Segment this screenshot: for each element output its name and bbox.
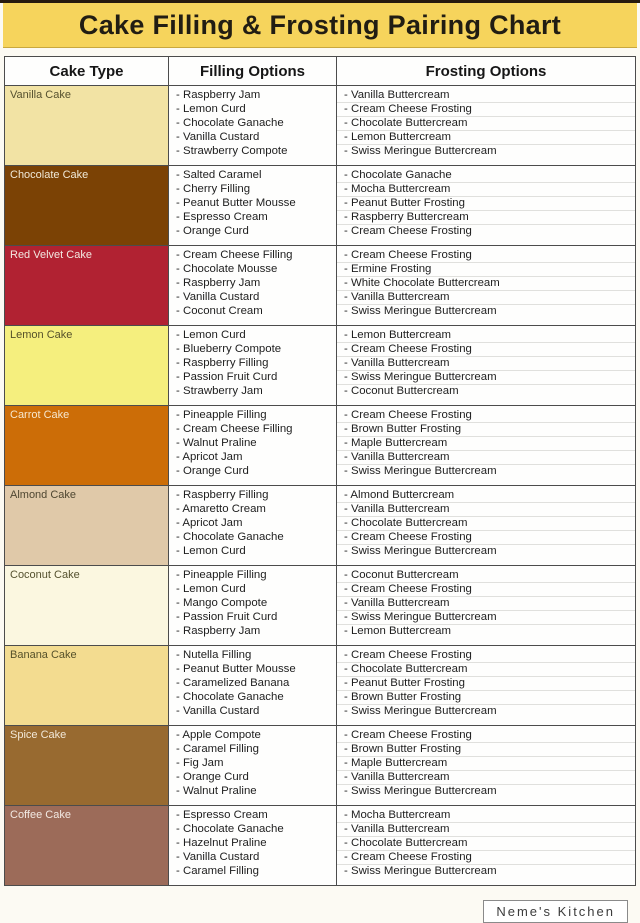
frosting-options-cell (337, 646, 636, 726)
pairing-item: - Lemon Curd (169, 544, 336, 558)
table-row (5, 166, 636, 246)
filling-options-cell (169, 166, 337, 246)
pairing-item: - Lemon Buttercream (337, 130, 635, 144)
pairing-item: - Vanilla Custard (169, 850, 336, 864)
filling-options-cell (169, 406, 337, 486)
pairing-item: - Salted Caramel (169, 168, 336, 182)
column-header-filling-options: Filling Options (169, 57, 337, 86)
filling-options-cell (169, 646, 337, 726)
filling-options-cell (169, 246, 337, 326)
cake-type-cell (5, 166, 169, 246)
pairing-item: - Espresso Cream (169, 210, 336, 224)
cake-type-label: Chocolate Cake (10, 169, 89, 181)
cake-type-cell (5, 646, 169, 726)
pairing-item: - Caramel Filling (169, 742, 336, 756)
pairing-item: - Cream Cheese Frosting (337, 530, 635, 544)
pairing-item: - Orange Curd (169, 770, 336, 784)
pairing-item: - Lemon Curd (169, 328, 336, 342)
pairing-item: - Orange Curd (169, 224, 336, 238)
pairing-item: - Chocolate Ganache (169, 530, 336, 544)
table-row (5, 646, 636, 726)
pairing-item: - Vanilla Buttercream (337, 822, 635, 836)
pairing-item: - Pineapple Filling (169, 568, 336, 582)
pairing-item: - Swiss Meringue Buttercream (337, 704, 635, 718)
cake-type-cell (5, 246, 169, 326)
pairing-item: - Brown Butter Frosting (337, 690, 635, 704)
frosting-options-cell (337, 86, 636, 166)
pairing-item: - Mocha Buttercream (337, 808, 635, 822)
pairing-item: - Orange Curd (169, 464, 336, 478)
pairing-item: - Strawberry Jam (169, 384, 336, 398)
pairing-item: - Apricot Jam (169, 516, 336, 530)
column-header-frosting-options: Frosting Options (337, 57, 636, 86)
pairing-item: - Brown Butter Frosting (337, 742, 635, 756)
cake-type-label: Vanilla Cake (10, 89, 71, 101)
pairing-item: - Vanilla Buttercream (337, 596, 635, 610)
header-row (5, 57, 636, 86)
pairing-item: - Cream Cheese Frosting (337, 408, 635, 422)
pairing-item: - Cream Cheese Frosting (337, 648, 635, 662)
pairing-item: - Chocolate Ganache (169, 116, 336, 130)
frosting-options-cell (337, 486, 636, 566)
pairing-item: - Walnut Praline (169, 436, 336, 450)
pairing-item: - Cream Cheese Frosting (337, 248, 635, 262)
cake-type-cell (5, 726, 169, 806)
pairing-item: - Swiss Meringue Buttercream (337, 370, 635, 384)
frosting-options-cell (337, 246, 636, 326)
cake-type-cell (5, 486, 169, 566)
pairing-item: - Chocolate Buttercream (337, 516, 635, 530)
cake-type-cell (5, 86, 169, 166)
pairing-item: - Coconut Buttercream (337, 568, 635, 582)
pairing-item: - Ermine Frosting (337, 262, 635, 276)
filling-options-cell (169, 86, 337, 166)
pairing-item: - Raspberry Jam (169, 276, 336, 290)
cake-type-cell (5, 326, 169, 406)
pairing-item: - Lemon Buttercream (337, 328, 635, 342)
column-header-cake-type: Cake Type (5, 57, 169, 86)
pairing-item: - Vanilla Buttercream (337, 356, 635, 370)
pairing-item: - Swiss Meringue Buttercream (337, 464, 635, 478)
pairing-item: - Raspberry Jam (169, 624, 336, 638)
frosting-options-cell (337, 806, 636, 886)
cake-type-label: Banana Cake (10, 649, 77, 661)
pairing-item: - Mocha Buttercream (337, 182, 635, 196)
pairing-item: - Swiss Meringue Buttercream (337, 144, 635, 158)
pairing-item: - Raspberry Filling (169, 488, 336, 502)
pairing-item: - Peanut Butter Frosting (337, 676, 635, 690)
cake-type-cell (5, 566, 169, 646)
pairing-item: - Amaretto Cream (169, 502, 336, 516)
pairing-item: - Vanilla Buttercream (337, 88, 635, 102)
cake-type-label: Spice Cake (10, 729, 67, 741)
pairing-item: - Lemon Curd (169, 582, 336, 596)
pairing-item: - Chocolate Ganache (169, 822, 336, 836)
title-banner (3, 3, 637, 48)
pairing-item: - Cream Cheese Filling (169, 422, 336, 436)
pairing-item: - Vanilla Buttercream (337, 770, 635, 784)
pairing-item: - Vanilla Custard (169, 704, 336, 718)
pairing-item: - Raspberry Buttercream (337, 210, 635, 224)
pairing-table-body (5, 86, 636, 886)
cake-type-label: Coconut Cake (10, 569, 80, 581)
pairing-item: - Peanut Butter Frosting (337, 196, 635, 210)
pairing-item: - Cream Cheese Filling (169, 248, 336, 262)
pairing-item: - Swiss Meringue Buttercream (337, 304, 635, 318)
pairing-item: - Strawberry Compote (169, 144, 336, 158)
cake-type-cell (5, 406, 169, 486)
pairing-item: - Cherry Filling (169, 182, 336, 196)
table-row (5, 86, 636, 166)
pairing-item: - Blueberry Compote (169, 342, 336, 356)
filling-options-cell (169, 726, 337, 806)
table-row (5, 246, 636, 326)
pairing-item: - Cream Cheese Frosting (337, 224, 635, 238)
pairing-item: - Swiss Meringue Buttercream (337, 864, 635, 878)
pairing-item: - Chocolate Buttercream (337, 662, 635, 676)
pairing-table (4, 56, 636, 886)
pairing-item: - Cream Cheese Frosting (337, 102, 635, 116)
filling-options-cell (169, 326, 337, 406)
pairing-item: - Almond Buttercream (337, 488, 635, 502)
pairing-item: - Apple Compote (169, 728, 336, 742)
brand-badge (483, 900, 628, 923)
frosting-options-cell (337, 406, 636, 486)
cake-type-label: Almond Cake (10, 489, 77, 501)
table-row (5, 806, 636, 886)
pairing-item: - Apricot Jam (169, 450, 336, 464)
pairing-item: - Vanilla Custard (169, 290, 336, 304)
table-row (5, 406, 636, 486)
cake-type-label: Coffee Cake (10, 809, 71, 821)
pairing-item: - Chocolate Ganache (337, 168, 635, 182)
pairing-item: - Swiss Meringue Buttercream (337, 784, 635, 798)
pairing-item: - Raspberry Jam (169, 88, 336, 102)
filling-options-cell (169, 806, 337, 886)
pairing-item: - Lemon Curd (169, 102, 336, 116)
footer (0, 886, 640, 923)
brand-name: Neme's Kitchen (496, 904, 615, 919)
pairing-item: - Passion Fruit Curd (169, 370, 336, 384)
pairing-item: - Lemon Buttercream (337, 624, 635, 638)
pairing-item: - Chocolate Buttercream (337, 836, 635, 850)
pairing-item: - Maple Buttercream (337, 756, 635, 770)
pairing-item: - Espresso Cream (169, 808, 336, 822)
pairing-item: - Maple Buttercream (337, 436, 635, 450)
pairing-item: - Hazelnut Praline (169, 836, 336, 850)
pairing-item: - Swiss Meringue Buttercream (337, 544, 635, 558)
frosting-options-cell (337, 566, 636, 646)
pairing-item: - Vanilla Buttercream (337, 450, 635, 464)
pairing-item: - Chocolate Mousse (169, 262, 336, 276)
pairing-item: - Cream Cheese Frosting (337, 342, 635, 356)
table-row (5, 326, 636, 406)
pairing-item: - Coconut Cream (169, 304, 336, 318)
filling-options-cell (169, 486, 337, 566)
pairing-item: - Peanut Butter Mousse (169, 662, 336, 676)
table-row (5, 486, 636, 566)
pairing-item: - Cream Cheese Frosting (337, 582, 635, 596)
pairing-item: - Peanut Butter Mousse (169, 196, 336, 210)
pairing-item: - Raspberry Filling (169, 356, 336, 370)
filling-options-cell (169, 566, 337, 646)
cake-type-cell (5, 806, 169, 886)
pairing-item: - Walnut Praline (169, 784, 336, 798)
table-row (5, 726, 636, 806)
pairing-item: - Fig Jam (169, 756, 336, 770)
cake-type-label: Red Velvet Cake (10, 249, 92, 261)
pairing-item: - Pineapple Filling (169, 408, 336, 422)
table-row (5, 566, 636, 646)
cake-type-label: Lemon Cake (10, 329, 73, 341)
cake-type-label: Carrot Cake (10, 409, 70, 421)
pairing-item: - Vanilla Buttercream (337, 502, 635, 516)
frosting-options-cell (337, 166, 636, 246)
frosting-options-cell (337, 726, 636, 806)
page-title: Cake Filling & Frosting Pairing Chart (78, 9, 562, 40)
pairing-item: - Caramel Filling (169, 864, 336, 878)
pairing-item: - Caramelized Banana (169, 676, 336, 690)
pairing-item: - Passion Fruit Curd (169, 610, 336, 624)
pairing-item: - Chocolate Ganache (169, 690, 336, 704)
pairing-item: - Cream Cheese Frosting (337, 850, 635, 864)
pairing-item: - Vanilla Custard (169, 130, 336, 144)
pairing-item: - White Chocolate Buttercream (337, 276, 635, 290)
pairing-item: - Nutella Filling (169, 648, 336, 662)
pairing-item: - Vanilla Buttercream (337, 290, 635, 304)
pairing-item: - Brown Butter Frosting (337, 422, 635, 436)
pairing-item: - Mango Compote (169, 596, 336, 610)
frosting-options-cell (337, 326, 636, 406)
pairing-item: - Chocolate Buttercream (337, 116, 635, 130)
pairing-item: - Coconut Buttercream (337, 384, 635, 398)
pairing-item: - Cream Cheese Frosting (337, 728, 635, 742)
pairing-item: - Swiss Meringue Buttercream (337, 610, 635, 624)
